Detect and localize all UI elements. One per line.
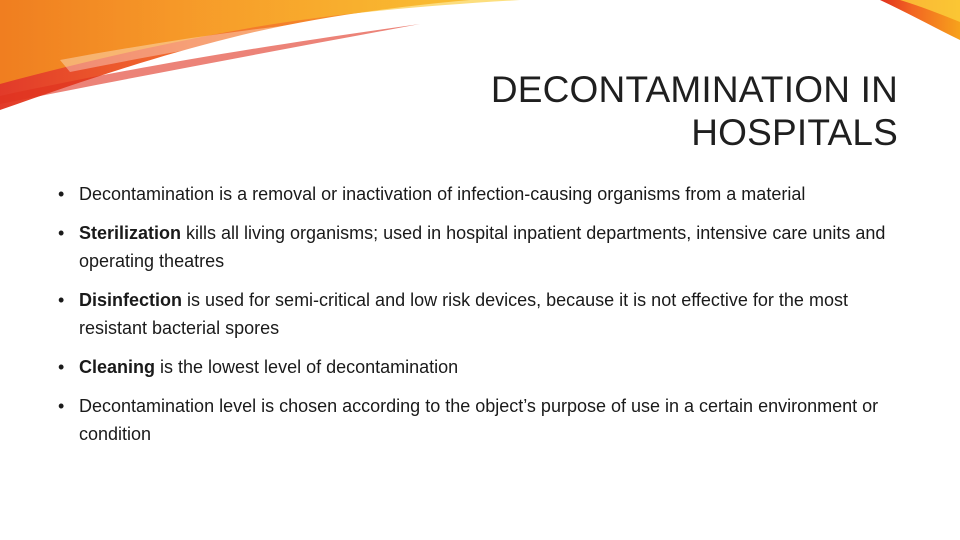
- bullet-bold-term: Disinfection: [79, 290, 183, 310]
- bullet-item: [58, 286, 908, 342]
- slide-title-line-2: HOSPITALS: [691, 112, 898, 153]
- bullet-text: is used for semi-critical and low risk devices, because it is not effective for the most resistant bacterial spores: [79, 290, 848, 338]
- bullet-marker: •: [58, 223, 65, 243]
- bullet-marker: •: [58, 184, 65, 204]
- bullet-marker: •: [58, 396, 65, 416]
- bullet-item: [58, 392, 908, 448]
- bullet-item: [58, 219, 908, 275]
- bullet-text: is the lowest level of decontamination: [155, 357, 459, 377]
- bullet-item: [58, 353, 908, 381]
- bullet-list: [58, 180, 908, 459]
- bullet-text: Decontamination level is chosen according to the object’s purpose of use in a certain environment or condition: [79, 396, 879, 444]
- bullet-text: kills all living organisms; used in hospital inpatient departments, intensive care units and operating theatres: [79, 223, 886, 271]
- bullet-item: [58, 180, 908, 208]
- bullet-bold-term: Sterilization: [79, 223, 182, 243]
- bullet-marker: •: [58, 357, 65, 377]
- bullet-marker: •: [58, 290, 65, 310]
- slide-title: [298, 68, 898, 154]
- slide-title-line-1: DECONTAMINATION IN: [490, 69, 898, 110]
- bullet-text: Decontamination is a removal or inactivation of infection-causing organisms from a material: [79, 184, 806, 204]
- bullet-bold-term: Cleaning: [79, 357, 156, 377]
